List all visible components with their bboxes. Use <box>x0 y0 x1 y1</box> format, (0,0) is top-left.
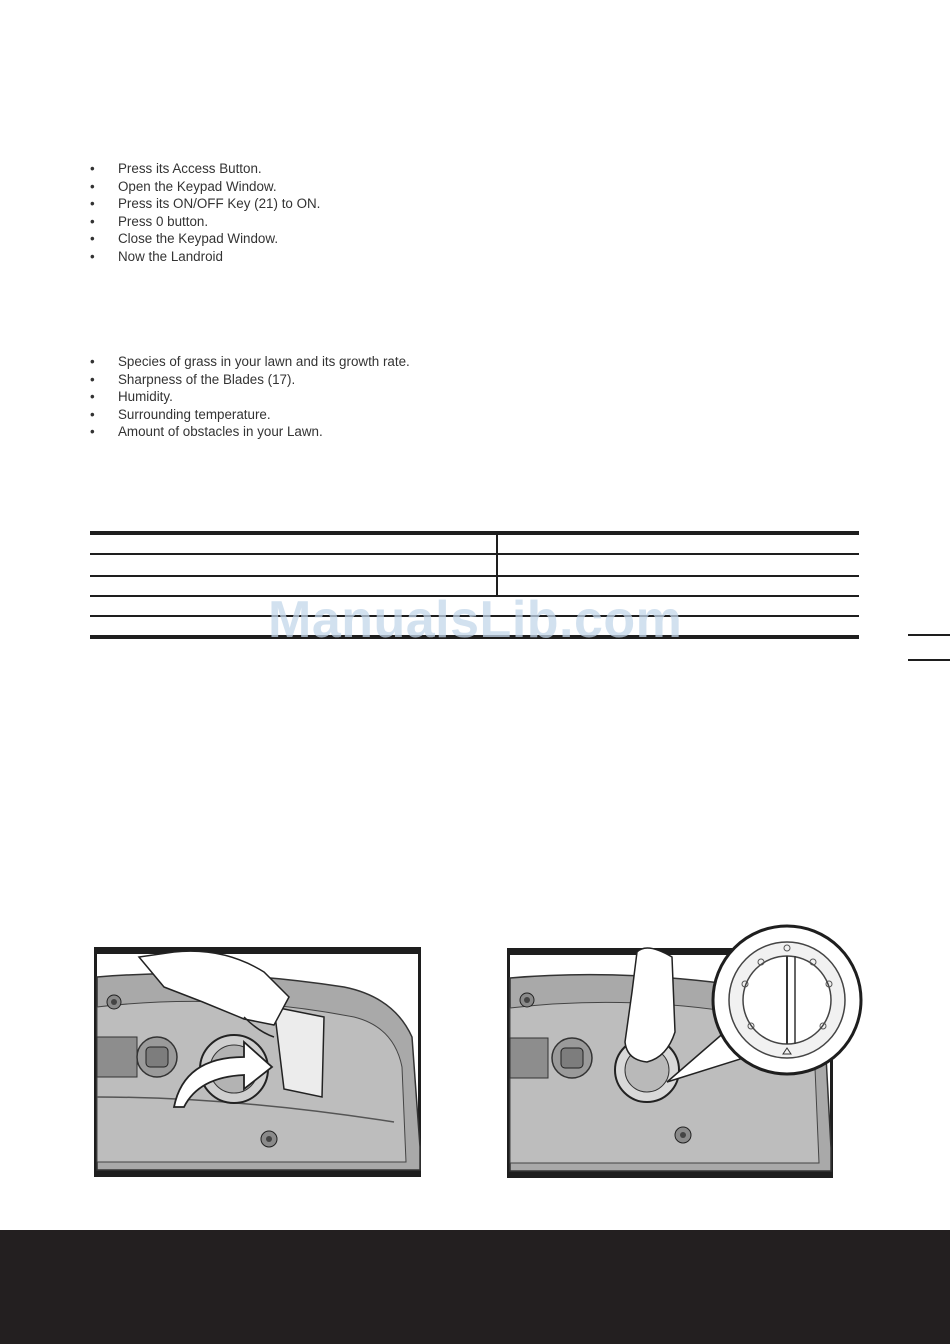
bullet-icon: • <box>90 354 95 369</box>
list-item: • Species of grass in your lawn and its growth rate. <box>90 354 410 369</box>
bullet-icon: • <box>90 161 95 176</box>
bullet-icon: • <box>90 231 95 246</box>
list-item: • Press 0 button. <box>90 213 209 229</box>
list-item: • Open the Keypad Window. <box>90 178 277 194</box>
side-tab-rule <box>908 659 950 661</box>
bullet-icon: • <box>90 371 95 387</box>
list-item: • Press its ON/OFF Key (21) to ON. <box>90 196 321 211</box>
watermark: ManualsLib.com <box>268 591 683 649</box>
bullet-icon: • <box>90 213 95 229</box>
list-item: • Close the Keypad Window. <box>90 231 279 246</box>
reset-steps-list <box>90 160 320 265</box>
footer-band <box>0 1230 950 1344</box>
side-tab-rule <box>908 634 950 636</box>
list-item: • Sharpness of the Blades (17). <box>90 371 296 387</box>
bullet-icon: • <box>90 406 95 422</box>
bullet-icon: • <box>90 178 95 194</box>
table-row-rule <box>90 575 859 577</box>
table-top-rule <box>90 531 859 535</box>
list-item: • Now the Landroid <box>90 248 223 264</box>
list-item: • Press its Access Button. <box>90 161 262 176</box>
mower-dial-illustration <box>507 922 863 1178</box>
bullet-icon: • <box>90 196 95 211</box>
bullet-icon: • <box>90 389 95 404</box>
figure-adjust-dial <box>507 922 863 1178</box>
cutting-factors-list <box>90 353 410 441</box>
table-column-divider <box>496 535 498 595</box>
figure-open-cover <box>94 947 421 1177</box>
list-item: • Surrounding temperature. <box>90 406 271 422</box>
bullet-icon: • <box>90 424 95 439</box>
list-item: • Humidity. <box>90 389 173 404</box>
bullet-icon: • <box>90 248 95 264</box>
table-row-rule <box>90 553 859 555</box>
mower-open-cover-illustration <box>94 947 421 1177</box>
list-item: • Amount of obstacles in your Lawn. <box>90 424 323 439</box>
